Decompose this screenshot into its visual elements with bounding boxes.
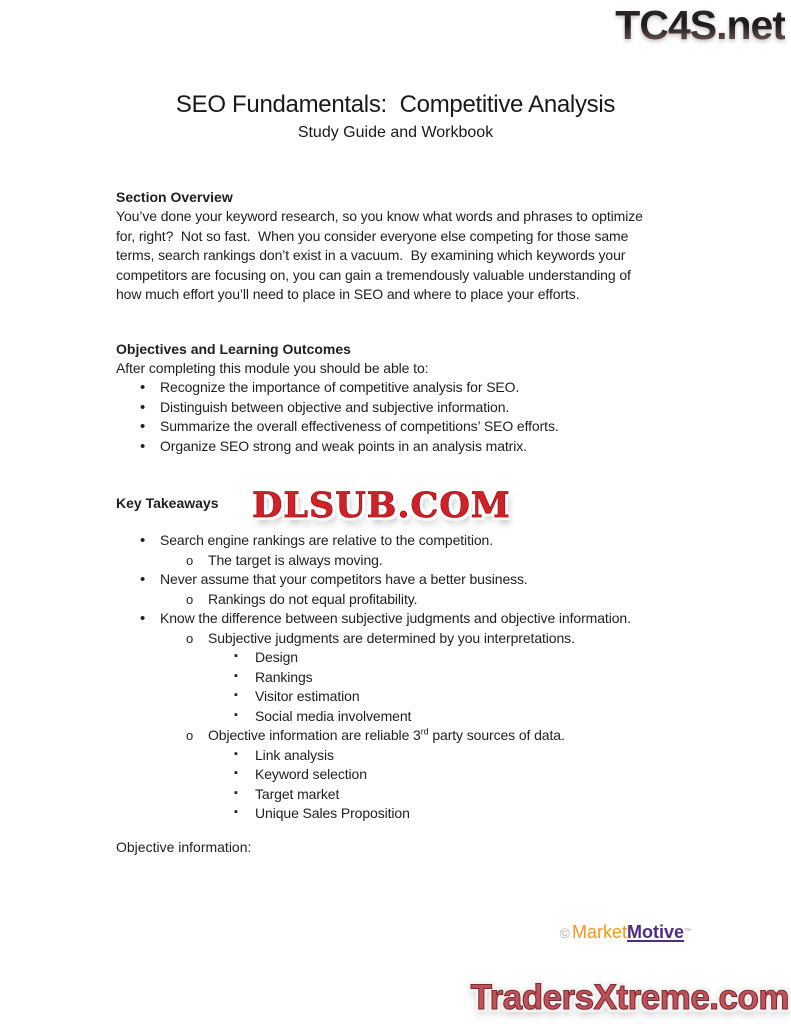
paragraph-line: competitors are focusing on, you can gain a tremendously valuable understanding of bbox=[116, 266, 631, 283]
marketmotive-motive-text: Motive bbox=[626, 922, 684, 942]
list-item: ▪ Social media involvement bbox=[116, 707, 681, 727]
list-item: o Rankings do not equal profitability. bbox=[116, 590, 681, 610]
list-item: ▪ Visitor estimation bbox=[116, 687, 681, 707]
list-item: • Recognize the importance of competitive analysis for SEO. bbox=[116, 378, 681, 398]
list-item-text: Objective information are reliable 3 bbox=[208, 727, 421, 743]
objectives-intro: After completing this module you should be able to: bbox=[116, 359, 429, 376]
section-heading-objectives: Objectives and Learning Outcomes bbox=[116, 340, 351, 357]
list-item: • Distinguish between objective and subjective information. bbox=[116, 398, 681, 418]
list-item: ▪ Link analysis bbox=[116, 746, 681, 766]
page-title: SEO Fundamentals: Competitive Analysis bbox=[175, 91, 616, 118]
list-item: ▪ Design bbox=[116, 648, 681, 668]
list-item: • Search engine rankings are relative to the competition. bbox=[116, 531, 681, 551]
list-item: ▪ Target market bbox=[116, 785, 681, 805]
list-item-text: party sources of data. bbox=[428, 727, 565, 743]
tc4s-logo: TC4S.net bbox=[615, 2, 785, 48]
section-heading-overview: Section Overview bbox=[116, 189, 233, 205]
list-item: ▪ Rankings bbox=[116, 668, 681, 688]
marketmotive-logo bbox=[560, 921, 691, 944]
tradersxtreme-logo: TradersXtreme.com bbox=[470, 978, 789, 1017]
paragraph-line: how much effort you’ll need to place in SEO and where to place your efforts. bbox=[116, 286, 580, 302]
list-item: o Subjective judgments are determined by you interpretations. bbox=[116, 629, 681, 649]
takeaways-list bbox=[116, 531, 681, 824]
list-item: • Know the difference between subjective judgments and objective information. bbox=[116, 609, 681, 629]
copyright-icon: © bbox=[559, 925, 570, 941]
list-item: • Organize SEO strong and weak points in an analysis matrix. bbox=[116, 437, 681, 457]
page-subtitle: Study Guide and Workbook bbox=[297, 124, 494, 141]
list-item: ▪ Unique Sales Proposition bbox=[116, 804, 681, 824]
objective-information-label: Objective information: bbox=[116, 838, 252, 855]
trademark-icon: ™ bbox=[684, 928, 691, 935]
list-item bbox=[116, 726, 681, 746]
superscript: rd bbox=[420, 726, 429, 737]
list-item: • Never assume that your competitors have a better business. bbox=[116, 570, 681, 590]
paragraph-line: terms, search rankings don’t exist in a vacuum. By examining which keywords your bbox=[116, 247, 626, 263]
dlsub-watermark: DLSUB.COM bbox=[252, 485, 511, 526]
paragraph-line: You’ve done your keyword research, so you know what words and phrases to optimize bbox=[116, 208, 643, 224]
paragraph-line: for, right? Not so fast. When you consider everyone else competing for those same bbox=[116, 227, 629, 244]
section-heading-takeaways: Key Takeaways bbox=[116, 495, 219, 511]
list-item: ▪ Keyword selection bbox=[116, 765, 681, 785]
list-item: o The target is always moving. bbox=[116, 551, 681, 571]
list-item: • Summarize the overall effectiveness of competitions’ SEO efforts. bbox=[116, 417, 681, 437]
overview-paragraph bbox=[116, 207, 681, 305]
marketmotive-market-text: Market bbox=[571, 922, 627, 942]
